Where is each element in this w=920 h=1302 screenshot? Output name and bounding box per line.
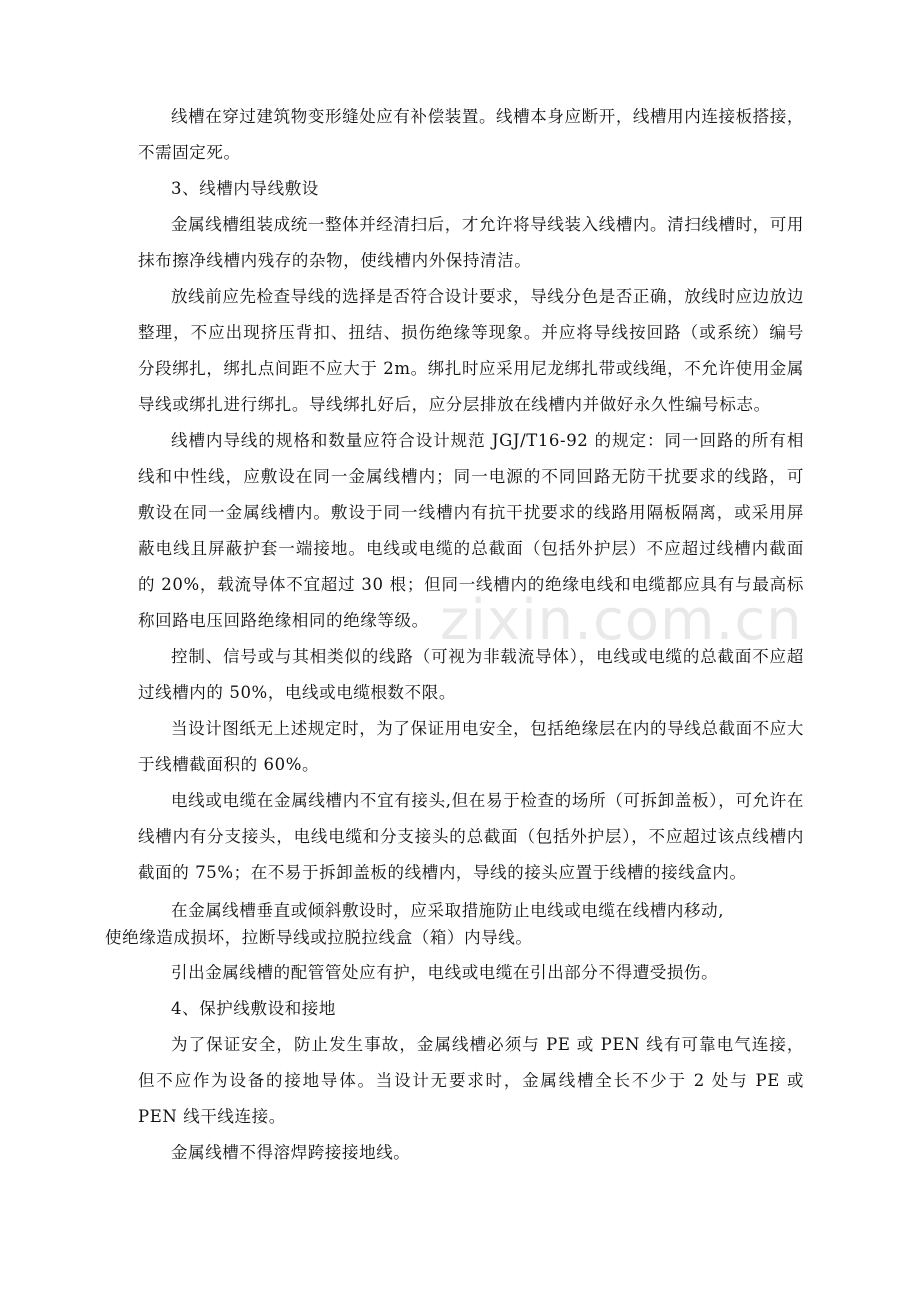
paragraph-control-signal: 控制、信号或与其相类似的线路（可视为非载流导体），电线或电缆的总截面不应超过线槽内的 50%，电线或电缆根数不限。: [138, 647, 804, 702]
watermark-logo: zixin.com.cn: [440, 588, 803, 653]
vertical-laying-line-2: 使绝缘造成损坏，拉断导线或拉脱拉线盒（箱）内导线。: [105, 928, 533, 947]
vertical-laying-line-1: 在金属线槽垂直或倾斜敷设时，应采取措施防止电线或电缆在线槽内移动,: [171, 901, 725, 920]
paragraph-cleaning: 金属线槽组装成统一整体并经清扫后，才允许将导线装入线槽内。清扫线槽时，可用抹布擦净线槽内残存的杂物，使线槽内外保持清洁。: [138, 215, 804, 270]
paragraph-grounding: 为了保证安全，防止发生事故，金属线槽必须与 PE 或 PEN 线有可靠电气连接，但不应作为设备的接地导体。当设计无要求时，金属线槽全长不少于 2 处与 PE 或 PEN 线干线连接。: [138, 1035, 804, 1126]
paragraph-conduit-exit: 引出金属线槽的配管管处应有护，电线或电缆在引出部分不得遭受损伤。: [171, 963, 719, 982]
paragraph-default-limit: 当设计图纸无上述规定时，为了保证用电安全，包括绝缘层在内的导线总截面不应大于线槽截面积的 60%。: [138, 719, 804, 774]
paragraph-joints: 电线或电缆在金属线槽内不宜有接头,但在易于检查的场所（可拆卸盖板），可允许在线槽内有分支接头，电线电缆和分支接头的总截面（包括外护层），不应超过该点线槽内截面的 75%；在不易于拆卸盖板的线槽内，导线的接头应置于线槽的接线盒内。: [138, 791, 804, 882]
section-heading-3: 3、线槽内导线敷设: [171, 179, 319, 198]
paragraph-expansion-joint: 线槽在穿过建筑物变形缝处应有补偿装置。线槽本身应断开，线槽用内连接板搭接，不需固定死。: [138, 107, 804, 162]
paragraph-vertical-laying: [105, 897, 804, 951]
section-heading-4: 4、保护线敷设和接地: [171, 999, 336, 1018]
paragraph-no-welding: 金属线槽不得溶焊跨接接地线。: [171, 1143, 411, 1162]
document-body: [105, 99, 804, 1171]
paragraph-wire-spec: 线槽内导线的规格和数量应符合设计规范 JGJ/T16-92 的规定：同一回路的所有相线和中性线，应敷设在同一金属线槽内；同一电源的不同回路无防干扰要求的线路，可敷设在同一金属线槽内。敷设于同一线槽内有抗干扰要求的线路用隔板隔离，或采用屏蔽电线且屏蔽护套一端接地。电线或电缆的总截面（包括外护层）不应超过线槽内截面的 20%，载流导体不宜超过 30 根；但同一线槽内的绝缘电线和电缆都应具有与最高标称回路电压回路绝缘相同的绝缘等级。: [138, 431, 804, 630]
paragraph-wire-check: 放线前应先检查导线的选择是否符合设计要求，导线分色是否正确，放线时应边放边整理，不应出现挤压背扣、扭结、损伤绝缘等现象。并应将导线按回路（或系统）编号分段绑扎，绑扎点间距不应大于 2m。绑扎时应采用尼龙绑扎带或线绳，不允许使用金属导线或绑扎进行绑扎。导线绑扎好后，应分层排放在线槽内并做好永久性编号标志。: [138, 287, 804, 414]
